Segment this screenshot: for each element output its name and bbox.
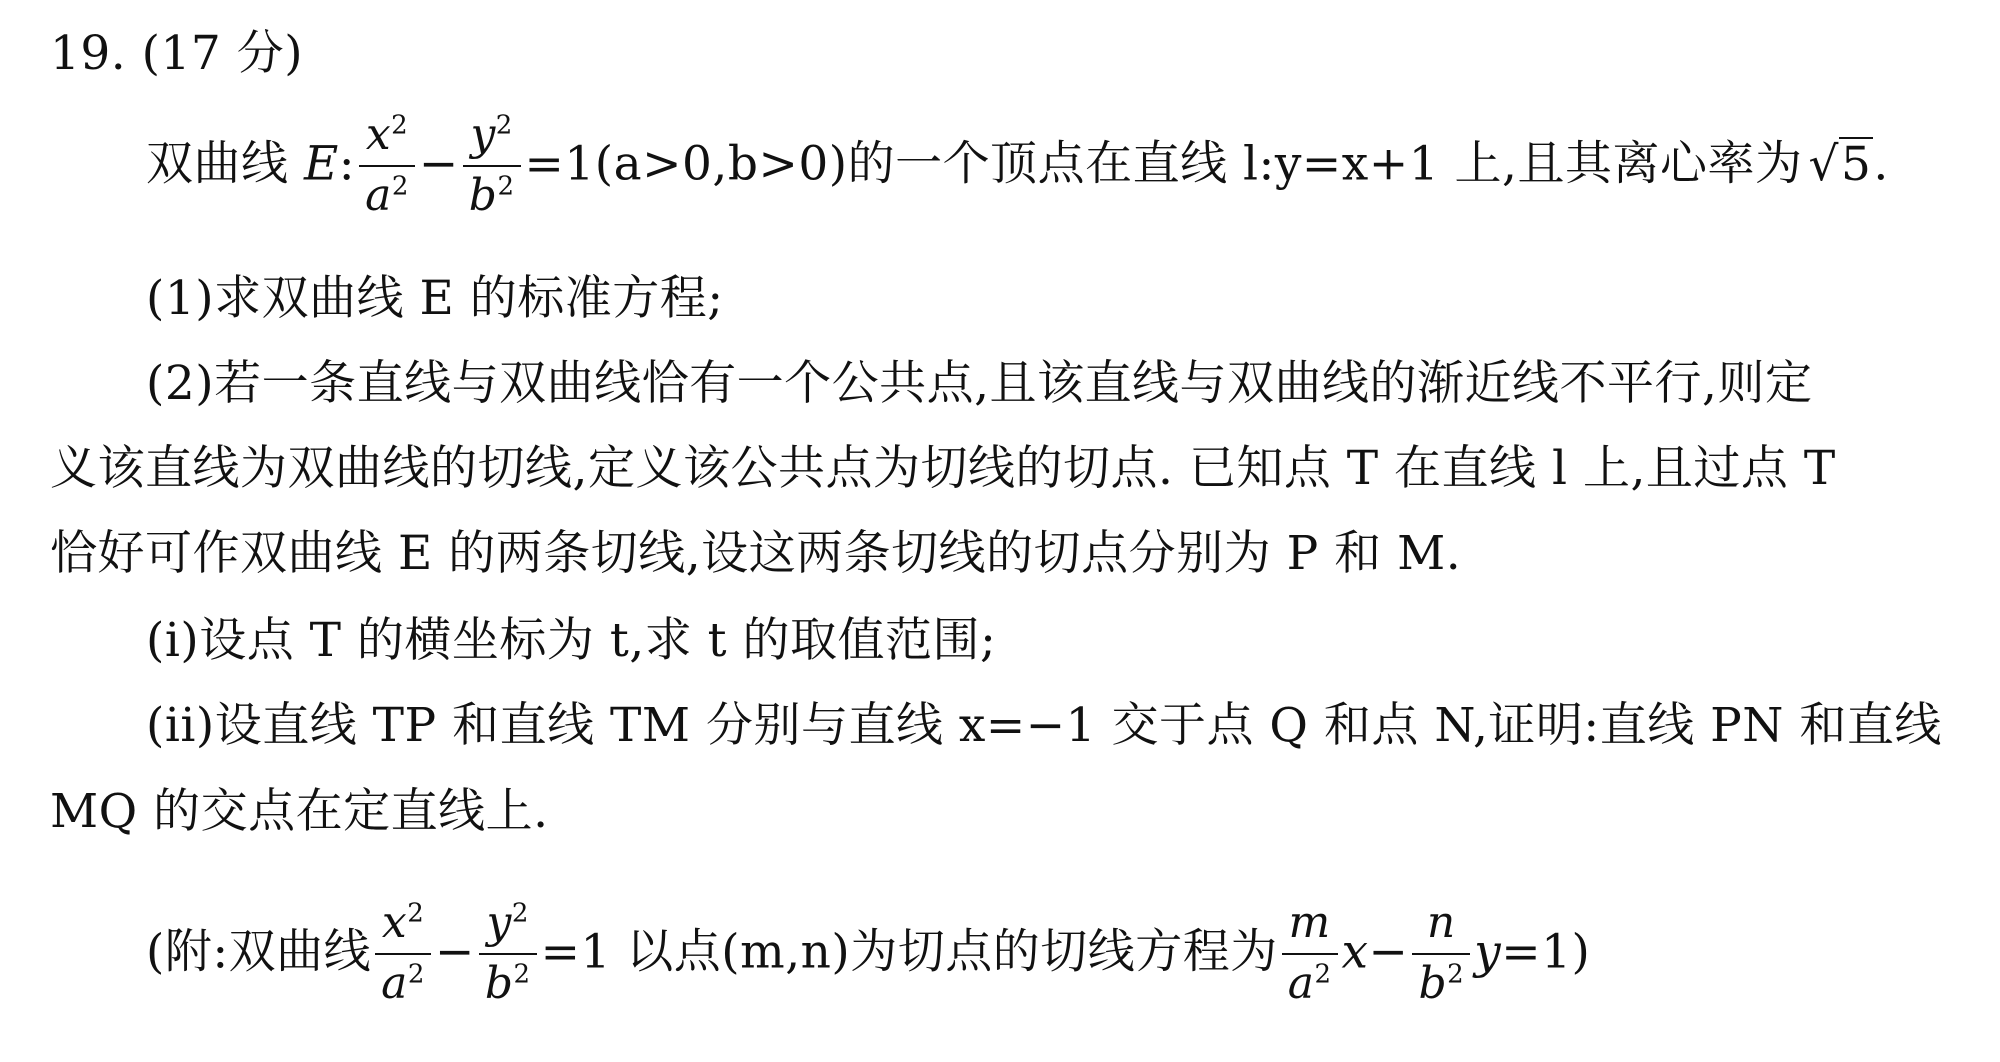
exponent-2: 2	[407, 898, 425, 929]
note-frac-num-n: n	[1426, 897, 1456, 948]
part-2-text-3: 恰好可作双曲线 E 的两条切线,设这两条切线的切点分别为 P 和 M.	[50, 526, 1462, 581]
intro-condition-text: =1(a>0,b>0)的一个顶点在直线 l:y=x+1 上,且其离心率为	[524, 136, 1803, 192]
exponent-2: 2	[1314, 958, 1332, 989]
fraction-y2-over-b2	[463, 110, 521, 221]
minus-sign: −	[434, 924, 475, 980]
exponent-2: 2	[1447, 958, 1465, 989]
note-var-y: y	[1474, 924, 1502, 980]
part-2-text-1: (2)若一条直线与双曲线恰有一个公共点,且该直线与双曲线的渐近线不平行,则定	[146, 356, 1813, 411]
exponent-2: 2	[391, 110, 409, 141]
problem-header	[50, 26, 2000, 81]
problem-number-score: 19. (17 分)	[50, 26, 304, 81]
minus-sign: −	[418, 136, 459, 192]
sqrt-radicand: 5	[1840, 136, 1872, 192]
note-middle-text: =1 以点(m,n)为切点的切线方程为	[540, 924, 1278, 980]
problem-intro	[146, 109, 2000, 223]
part-2-line-3	[50, 526, 2000, 581]
exponent-2: 2	[407, 958, 425, 989]
frac-denominator-b: b	[468, 169, 498, 221]
sub-part-i	[146, 613, 2000, 668]
note-frac-den-b: b	[1418, 957, 1448, 1009]
note-fraction-y2-over-b2	[479, 898, 537, 1009]
fraction-x2-over-a2	[359, 110, 415, 221]
exponent-2: 2	[513, 958, 531, 989]
part-2-text-2: 义该直线为双曲线的切线,定义该公共点为切线的切点. 已知点 T 在直线 l 上,且过点 T	[50, 441, 1836, 496]
note-fraction-x2-over-a2	[375, 898, 431, 1009]
curve-name: E	[303, 136, 339, 192]
note-frac-num-m: m	[1288, 897, 1331, 948]
curve-colon: :	[338, 136, 356, 192]
note-fraction-n-over-b2	[1412, 898, 1470, 1009]
frac-numerator-y: y	[470, 109, 496, 160]
sub-part-ii-text-1: (ii)设直线 TP 和直线 TM 分别与直线 x=−1 交于点 Q 和点 N,证明:直线 PN 和直线	[146, 698, 1942, 753]
exponent-2: 2	[497, 170, 515, 201]
appendix-note	[146, 897, 2000, 1011]
sub-part-i-text: (i)设点 T 的横坐标为 t,求 t 的取值范围;	[146, 613, 997, 668]
note-frac-den-a: a	[1287, 957, 1315, 1009]
exponent-2: 2	[511, 898, 529, 929]
note-end-text: =1)	[1501, 924, 1591, 980]
sub-part-ii-line-1	[146, 698, 2000, 753]
exponent-2: 2	[391, 170, 409, 201]
note-fraction-m-over-a2	[1282, 898, 1338, 1009]
exponent-2: 2	[495, 110, 513, 141]
note-frac-den-a: a	[381, 957, 408, 1009]
part-2-line-1	[146, 356, 2000, 411]
part-1-text: (1)求双曲线 E 的标准方程;	[146, 271, 724, 326]
sub-part-ii-line-2	[50, 784, 2000, 839]
minus-sign: −	[1368, 924, 1409, 980]
part-2-line-2	[50, 441, 2000, 496]
frac-numerator-x: x	[365, 109, 392, 160]
note-frac-num-x: x	[381, 897, 408, 948]
sqrt-expression: √5	[1808, 136, 1872, 192]
note-lead-text: (附:双曲线	[146, 924, 372, 980]
intro-lead-text: 双曲线	[146, 136, 289, 192]
note-var-x: x	[1341, 924, 1369, 980]
part-1	[146, 271, 2000, 326]
frac-denominator-a: a	[365, 169, 392, 221]
note-frac-den-b: b	[484, 957, 514, 1009]
note-frac-num-y: y	[486, 897, 512, 948]
sub-part-ii-text-2: MQ 的交点在定直线上.	[50, 784, 549, 839]
intro-period: .	[1873, 136, 1889, 192]
